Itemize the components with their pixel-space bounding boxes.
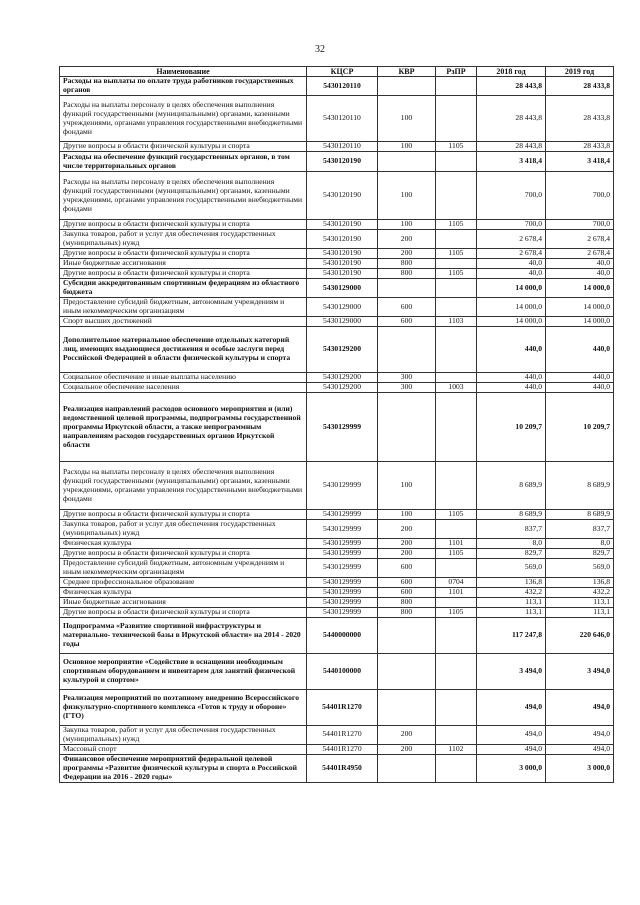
row-2019: 220 646,0: [546, 617, 614, 653]
row-kcsr: 5430129200: [307, 327, 378, 373]
row-kvr: 800: [378, 597, 436, 607]
row-2018: 14 000,0: [477, 298, 546, 317]
row-rzpr: [436, 597, 477, 607]
budget-table: [59, 66, 614, 783]
row-name: Подпрограмма «Развитие спортивной инфраструктуры и материально- технической базы в Иркутской области» на 2014 - 2020 годы: [60, 617, 307, 653]
row-kcsr: 5430120190: [307, 172, 378, 220]
row-2019: 28 433,8: [546, 96, 614, 142]
row-kcsr: 5430129999: [307, 558, 378, 577]
row-2019: 3 000,0: [546, 754, 614, 782]
table-row: [60, 549, 614, 559]
row-kcsr: 5430129999: [307, 587, 378, 597]
row-kcsr: 5430120190: [307, 230, 378, 249]
row-name: Основное мероприятие «Содействие в оснащении необходимым спортивным оборудованием и инвентарем для занятий физической культурой и спортом»: [60, 653, 307, 689]
table-row: [60, 317, 614, 327]
table-row: [60, 373, 614, 383]
row-kvr: 200: [378, 520, 436, 539]
row-kcsr: 5430129999: [307, 577, 378, 587]
table-row: [60, 259, 614, 269]
row-2019: 2 678,4: [546, 249, 614, 259]
table-row: [60, 383, 614, 393]
row-kcsr: 5430120110: [307, 77, 378, 96]
row-name: Другие вопросы в области физической культуры и спорта: [60, 510, 307, 520]
row-rzpr: [436, 653, 477, 689]
row-2018: 494,0: [477, 744, 546, 754]
row-rzpr: 1105: [436, 249, 477, 259]
row-kvr: 600: [378, 558, 436, 577]
row-2018: 700,0: [477, 172, 546, 220]
row-name: Закупка товаров, работ и услуг для обеспечения государственных (муниципальных) нужд: [60, 725, 307, 744]
row-kcsr: 5430129999: [307, 607, 378, 617]
row-rzpr: [436, 558, 477, 577]
table-row: [60, 142, 614, 152]
row-rzpr: [436, 327, 477, 373]
row-kvr: 100: [378, 510, 436, 520]
row-kvr: 200: [378, 249, 436, 259]
table-row: [60, 269, 614, 279]
row-name: Расходы на выплаты по оплате труда работников государственных органов: [60, 77, 307, 96]
row-2019: 440,0: [546, 373, 614, 383]
header-kcsr: КЦСР: [307, 67, 378, 77]
row-name: Дополнительное материальное обеспечение отдельных категорий лиц, имеющих выдающиеся достижения и особые заслуги перед Российской Федерацией в области физической культуры и спорта: [60, 327, 307, 373]
row-kvr: 300: [378, 373, 436, 383]
row-2019: 432,2: [546, 587, 614, 597]
row-kcsr: 5430129999: [307, 393, 378, 462]
table-row: [60, 393, 614, 462]
row-2019: 40,0: [546, 259, 614, 269]
table-row: [60, 587, 614, 597]
row-name: Предоставление субсидий бюджетным, автономным учреждениям и иным некоммерческим организациям: [60, 558, 307, 577]
row-rzpr: 1105: [436, 269, 477, 279]
row-rzpr: [436, 754, 477, 782]
page-number: 32: [315, 44, 325, 55]
row-rzpr: 1003: [436, 383, 477, 393]
row-2019: 2 678,4: [546, 230, 614, 249]
row-2018: 494,0: [477, 725, 546, 744]
row-2018: 829,7: [477, 549, 546, 559]
row-2018: 837,7: [477, 520, 546, 539]
row-2019: 14 000,0: [546, 279, 614, 298]
row-kcsr: 5430129999: [307, 597, 378, 607]
row-kcsr: 5430129000: [307, 279, 378, 298]
row-rzpr: 1105: [436, 220, 477, 230]
row-rzpr: [436, 77, 477, 96]
row-2018: 2 678,4: [477, 249, 546, 259]
row-name: Массовый спорт: [60, 744, 307, 754]
row-rzpr: 1105: [436, 549, 477, 559]
row-2019: 440,0: [546, 383, 614, 393]
row-rzpr: 1103: [436, 317, 477, 327]
row-rzpr: 1105: [436, 510, 477, 520]
row-kcsr: 5430129999: [307, 520, 378, 539]
row-2018: 8 689,9: [477, 510, 546, 520]
row-kvr: 600: [378, 298, 436, 317]
row-kcsr: 5430120190: [307, 259, 378, 269]
row-kcsr: 54401R1270: [307, 689, 378, 725]
row-kcsr: 5430129000: [307, 298, 378, 317]
row-2018: 40,0: [477, 269, 546, 279]
table-row: [60, 327, 614, 373]
row-2019: 113,1: [546, 597, 614, 607]
row-name: Субсидии аккредитованным спортивным федерациям из областного бюджета: [60, 279, 307, 298]
row-name: Реализация мероприятий по поэтапному внедрению Всероссийского физкультурно-спортивного комплекса «Готов к труду и обороне» (ГТО): [60, 689, 307, 725]
row-rzpr: 1105: [436, 607, 477, 617]
row-2019: 569,0: [546, 558, 614, 577]
table-row: [60, 230, 614, 249]
table-header-row: [60, 67, 614, 77]
row-kcsr: 5430129200: [307, 373, 378, 383]
row-kvr: [378, 279, 436, 298]
row-kcsr: 5440000000: [307, 617, 378, 653]
row-2018: 700,0: [477, 220, 546, 230]
row-rzpr: 1102: [436, 744, 477, 754]
table-row: [60, 510, 614, 520]
row-2018: 28 443,8: [477, 142, 546, 152]
row-name: Социальное обеспечение и иные выплаты населению: [60, 373, 307, 383]
row-kvr: 800: [378, 269, 436, 279]
row-2018: 2 678,4: [477, 230, 546, 249]
row-2018: 569,0: [477, 558, 546, 577]
row-kvr: 600: [378, 317, 436, 327]
row-2018: 10 209,7: [477, 393, 546, 462]
row-kcsr: 54401R1270: [307, 744, 378, 754]
row-kcsr: 5430120190: [307, 152, 378, 172]
row-kvr: [378, 77, 436, 96]
row-name: Закупка товаров, работ и услуг для обеспечения государственных (муниципальных) нужд: [60, 520, 307, 539]
header-2018: 2018 год: [477, 67, 546, 77]
table-row: [60, 96, 614, 142]
row-kvr: 100: [378, 220, 436, 230]
row-2018: 113,1: [477, 607, 546, 617]
row-2018: 14 000,0: [477, 279, 546, 298]
row-kcsr: 5430120190: [307, 249, 378, 259]
table-row: [60, 172, 614, 220]
row-2018: 440,0: [477, 383, 546, 393]
row-rzpr: 0704: [436, 577, 477, 587]
row-2019: 3 418,4: [546, 152, 614, 172]
row-kvr: [378, 653, 436, 689]
row-name: Иные бюджетные ассигнования: [60, 597, 307, 607]
row-name: Закупка товаров, работ и услуг для обеспечения государственных (муниципальных) нужд: [60, 230, 307, 249]
row-kcsr: 5430129999: [307, 510, 378, 520]
table-row: [60, 725, 614, 744]
table-row: [60, 744, 614, 754]
row-name: Иные бюджетные ассигнования: [60, 259, 307, 269]
row-kvr: 600: [378, 587, 436, 597]
row-name: Другие вопросы в области физической культуры и спорта: [60, 549, 307, 559]
row-2019: 837,7: [546, 520, 614, 539]
row-kvr: 600: [378, 577, 436, 587]
header-rzpr: РзПР: [436, 67, 477, 77]
row-kcsr: 5430120190: [307, 220, 378, 230]
row-name: Другие вопросы в области физической культуры и спорта: [60, 249, 307, 259]
row-name: Расходы на обеспечение функций государственных органов, в том числе территориальных органов: [60, 152, 307, 172]
row-kvr: 200: [378, 230, 436, 249]
table-row: [60, 220, 614, 230]
row-rzpr: [436, 230, 477, 249]
row-2018: 28 443,8: [477, 77, 546, 96]
row-2019: 440,0: [546, 327, 614, 373]
row-2018: 432,2: [477, 587, 546, 597]
row-name: Расходы на выплаты персоналу в целях обеспечения выполнения функций государственными (муниципальными) органами, казенными учреждениями, органами управления государственными внебюджетными фондами: [60, 172, 307, 220]
row-rzpr: [436, 393, 477, 462]
row-name: Социальное обеспечение населения: [60, 383, 307, 393]
row-kvr: [378, 393, 436, 462]
table-row: [60, 77, 614, 96]
table-row: [60, 577, 614, 587]
table-row: [60, 539, 614, 549]
row-rzpr: [436, 259, 477, 269]
row-2018: 117 247,8: [477, 617, 546, 653]
table-row: [60, 249, 614, 259]
row-rzpr: [436, 725, 477, 744]
row-name: Среднее профессиональное образование: [60, 577, 307, 587]
row-name: Расходы на выплаты персоналу в целях обеспечения выполнения функций государственными (муниципальными) органами, казенными учреждениями, органами управления государственными внебюджетными фондами: [60, 96, 307, 142]
row-kcsr: 5430120110: [307, 96, 378, 142]
row-kcsr: 54401R1270: [307, 725, 378, 744]
table-row: [60, 607, 614, 617]
row-2018: 3 494,0: [477, 653, 546, 689]
row-2019: 8 689,9: [546, 462, 614, 510]
row-kvr: 200: [378, 549, 436, 559]
table-row: [60, 462, 614, 510]
row-kvr: 300: [378, 383, 436, 393]
row-kvr: 800: [378, 607, 436, 617]
row-kvr: [378, 617, 436, 653]
row-kcsr: 5430129999: [307, 462, 378, 510]
row-name: Финансовое обеспечение мероприятий федеральной целевой программы «Развитие физической культуры и спорта в Российской Федерации на 2016 - 2020 годы»: [60, 754, 307, 782]
row-rzpr: 1101: [436, 587, 477, 597]
row-kvr: 100: [378, 462, 436, 510]
row-2018: 8,0: [477, 539, 546, 549]
row-kcsr: 5430120110: [307, 142, 378, 152]
row-2019: 40,0: [546, 269, 614, 279]
row-2018: 28 443,8: [477, 96, 546, 142]
row-2018: 3 418,4: [477, 152, 546, 172]
row-rzpr: [436, 152, 477, 172]
row-2018: 113,1: [477, 597, 546, 607]
row-rzpr: [436, 617, 477, 653]
row-2018: 494,0: [477, 689, 546, 725]
row-name: Другие вопросы в области физической культуры и спорта: [60, 269, 307, 279]
row-2019: 28 433,8: [546, 142, 614, 152]
row-name: Физическая культура: [60, 539, 307, 549]
row-rzpr: 1105: [436, 142, 477, 152]
row-2019: 3 494,0: [546, 653, 614, 689]
row-kcsr: 5430129999: [307, 549, 378, 559]
row-2019: 10 209,7: [546, 393, 614, 462]
table-row: [60, 558, 614, 577]
row-2019: 28 433,8: [546, 77, 614, 96]
table-row: [60, 597, 614, 607]
row-2019: 494,0: [546, 725, 614, 744]
row-2018: 14 000,0: [477, 317, 546, 327]
table-row: [60, 689, 614, 725]
row-name: Предоставление субсидий бюджетным, автономным учреждениям и иным некоммерческим организациям: [60, 298, 307, 317]
table-row: [60, 279, 614, 298]
row-kvr: [378, 754, 436, 782]
row-2019: 494,0: [546, 689, 614, 725]
row-rzpr: [436, 96, 477, 142]
row-2019: 14 000,0: [546, 298, 614, 317]
row-rzpr: [436, 689, 477, 725]
row-2018: 136,8: [477, 577, 546, 587]
table-row: [60, 653, 614, 689]
row-kvr: 200: [378, 744, 436, 754]
row-kvr: 100: [378, 142, 436, 152]
row-2018: 40,0: [477, 259, 546, 269]
row-kvr: 200: [378, 539, 436, 549]
row-kvr: [378, 689, 436, 725]
table-row: [60, 520, 614, 539]
row-2019: 113,1: [546, 607, 614, 617]
row-kcsr: 5430129999: [307, 539, 378, 549]
row-kcsr: 54401R4950: [307, 754, 378, 782]
row-2019: 8,0: [546, 539, 614, 549]
header-kvr: КВР: [378, 67, 436, 77]
row-2019: 829,7: [546, 549, 614, 559]
row-rzpr: [436, 279, 477, 298]
row-kvr: [378, 152, 436, 172]
row-2019: 700,0: [546, 220, 614, 230]
table-row: [60, 617, 614, 653]
row-kcsr: 5430129000: [307, 317, 378, 327]
row-2019: 8 689,9: [546, 510, 614, 520]
row-rzpr: [436, 373, 477, 383]
row-name: Реализация направлений расходов основного мероприятия и (или) ведомственной целевой программы, подпрограммы государственной программы Иркутской области, а также непрограммным направлениям расходов государственных органов Иркутской области: [60, 393, 307, 462]
row-2018: 3 000,0: [477, 754, 546, 782]
row-kvr: 100: [378, 172, 436, 220]
row-name: Другие вопросы в области физической культуры и спорта: [60, 142, 307, 152]
row-2019: 700,0: [546, 172, 614, 220]
row-rzpr: 1101: [436, 539, 477, 549]
row-name: Другие вопросы в области физической культуры и спорта: [60, 607, 307, 617]
header-2019: 2019 год: [546, 67, 614, 77]
row-rzpr: [436, 298, 477, 317]
row-2019: 14 000,0: [546, 317, 614, 327]
row-kvr: 100: [378, 96, 436, 142]
row-2019: 494,0: [546, 744, 614, 754]
table-row: [60, 754, 614, 782]
row-rzpr: [436, 172, 477, 220]
row-name: Спорт высших достижений: [60, 317, 307, 327]
row-2019: 136,8: [546, 577, 614, 587]
row-rzpr: [436, 520, 477, 539]
row-2018: 440,0: [477, 373, 546, 383]
row-rzpr: [436, 462, 477, 510]
row-name: Физическая культура: [60, 587, 307, 597]
row-name: Расходы на выплаты персоналу в целях обеспечения выполнения функций государственными (муниципальными) органами, казенными учреждениями, органами управления государственными внебюджетными фондами: [60, 462, 307, 510]
row-2018: 8 689,9: [477, 462, 546, 510]
row-kvr: 200: [378, 725, 436, 744]
row-kcsr: 5440100000: [307, 653, 378, 689]
table-row: [60, 152, 614, 172]
row-kvr: 800: [378, 259, 436, 269]
row-name: Другие вопросы в области физической культуры и спорта: [60, 220, 307, 230]
row-kcsr: 5430129200: [307, 383, 378, 393]
row-2018: 440,0: [477, 327, 546, 373]
table-row: [60, 298, 614, 317]
header-name: Наименование: [60, 67, 307, 77]
row-kcsr: 5430120190: [307, 269, 378, 279]
row-kvr: [378, 327, 436, 373]
